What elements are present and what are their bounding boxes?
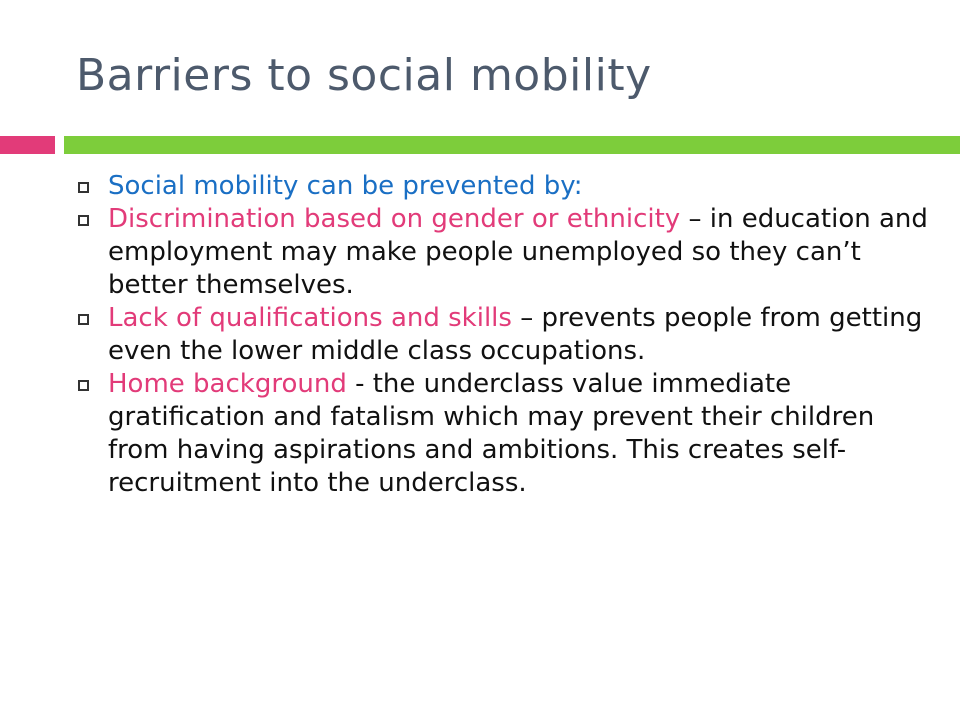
bullet-discrimination-text: – in education and employment may make people unemployed so they can’t better themselves. bbox=[108, 204, 928, 300]
bullet-home-background-heading: Home background bbox=[108, 369, 347, 399]
bullet-intro-text: Social mobility can be prevented by: bbox=[108, 171, 583, 201]
square-bullet-icon bbox=[78, 314, 89, 325]
bullet-list bbox=[76, 170, 936, 500]
square-bullet-icon bbox=[78, 182, 89, 193]
bullet-home-background-text: - the underclass value immediate gratification and fatalism which may prevent their children from having aspirations and ambitions. This creates self-recruitment into the underclass. bbox=[108, 369, 875, 498]
bullet-item-qualifications bbox=[76, 302, 936, 368]
bullet-qualifications-heading: Lack of qualifications and skills bbox=[108, 303, 512, 333]
accent-bar-pink bbox=[0, 136, 55, 154]
square-bullet-icon bbox=[78, 215, 89, 226]
bullet-item-intro bbox=[76, 170, 936, 203]
bullet-discrimination-heading: Discrimination based on gender or ethnicity bbox=[108, 204, 681, 234]
accent-bar-green bbox=[64, 136, 960, 154]
slide-title: Barriers to social mobility bbox=[76, 50, 652, 101]
bullet-qualifications-text: – prevents people from getting even the lower middle class occupations. bbox=[108, 303, 923, 366]
bullet-item-home-background bbox=[76, 368, 936, 500]
bullet-item-discrimination bbox=[76, 203, 936, 302]
square-bullet-icon bbox=[78, 380, 89, 391]
